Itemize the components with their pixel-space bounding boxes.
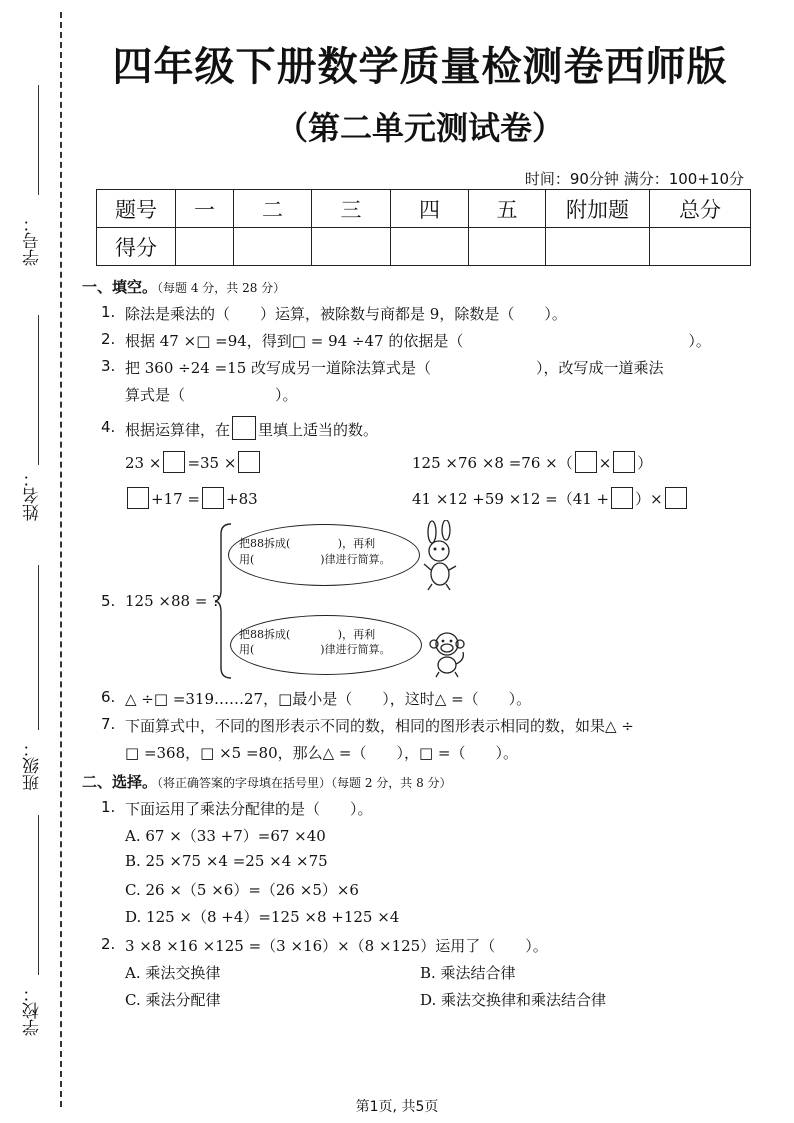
- score-header-cell: 题号: [97, 190, 176, 228]
- score-cell[interactable]: [234, 228, 312, 266]
- score-table-score-row: [97, 228, 751, 266]
- choice-option[interactable]: C. 乘法分配律: [125, 991, 221, 1009]
- answer-box[interactable]: [163, 451, 185, 473]
- equation-part: +83: [226, 490, 258, 508]
- score-header-cell: 一: [176, 190, 234, 228]
- question-number: 3.: [101, 357, 116, 375]
- question-text: [125, 416, 378, 440]
- equation: [125, 487, 258, 509]
- answer-box[interactable]: [613, 451, 635, 473]
- score-header-cell: 二: [234, 190, 312, 228]
- choice-option[interactable]: D. 乘法交换律和乘法结合律: [420, 991, 607, 1009]
- answer-box: [232, 416, 256, 440]
- time-info: 时间：90分钟 满分：100+10分: [524, 170, 744, 188]
- question-number: 7.: [101, 715, 116, 733]
- score-header-cell: 五: [469, 190, 546, 228]
- answer-box[interactable]: [575, 451, 597, 473]
- score-cell[interactable]: [312, 228, 391, 266]
- page-subtitle: （第二单元测试卷）: [275, 109, 564, 147]
- equation-part: 23 ×: [125, 454, 162, 472]
- binding-dashed-line: [60, 12, 62, 1107]
- speech-bubble: [230, 615, 422, 675]
- equation-part: ）×: [635, 490, 663, 508]
- equation: [412, 487, 689, 509]
- answer-box[interactable]: [127, 487, 149, 509]
- question-text: 把 360 ÷24 =15 改写成另一道除法算式是（ ），改写成一道乘法: [125, 359, 664, 377]
- answer-box[interactable]: [202, 487, 224, 509]
- answer-box[interactable]: [611, 487, 633, 509]
- score-header-cell: 三: [312, 190, 391, 228]
- section-2-note: （将正确答案的字母填在括号里）（每题 2 分，共 8 分）: [157, 776, 452, 790]
- class-underline: [38, 565, 39, 730]
- answer-box[interactable]: [238, 451, 260, 473]
- equation-part: 41 ×12 +59 ×12 =（41 +: [412, 490, 610, 508]
- score-cell[interactable]: [176, 228, 234, 266]
- score-header-cell: 附加题: [546, 190, 650, 228]
- name-underline: [38, 315, 39, 465]
- question-text: 125 ×88 = ?: [125, 592, 221, 610]
- choice-option[interactable]: C. 26 ×（5 ×6）=（26 ×5）×6: [125, 881, 359, 899]
- class-label: 班级：: [23, 740, 43, 791]
- equation-part: ）: [637, 454, 653, 472]
- monkey-cartoon-icon: [427, 628, 467, 678]
- question-text: 下面运用了乘法分配律的是（ ）。: [125, 800, 373, 818]
- equation-part: +17 =: [151, 490, 200, 508]
- question-number: 2.: [101, 935, 116, 953]
- equation: [412, 451, 652, 473]
- bubble-line: 把88拆成( )，再利: [239, 537, 376, 550]
- school-label: 学校：: [23, 985, 43, 1036]
- question-number: 2.: [101, 330, 116, 348]
- choice-option[interactable]: A. 乘法交换律: [125, 964, 221, 982]
- question-text: 下面算式中，不同的图形表示不同的数，相同的图形表示相同的数，如果△ ÷: [125, 717, 634, 735]
- choice-option[interactable]: B. 25 ×75 ×4 =25 ×4 ×75: [125, 852, 328, 870]
- equation-part: ×: [598, 454, 612, 472]
- section-1-note: （每题 4 分，共 28 分）: [157, 281, 286, 295]
- equation: [125, 451, 262, 473]
- bubble-line: 用( )律进行简算。: [239, 643, 391, 656]
- equation-part: =35 ×: [187, 454, 237, 472]
- choice-option[interactable]: B. 乘法结合律: [420, 964, 516, 982]
- score-header-cell: 四: [391, 190, 469, 228]
- choice-option[interactable]: A. 67 ×（33 +7）=67 ×40: [125, 827, 326, 845]
- section-1-title: 一、填空。: [82, 278, 158, 296]
- question-text: △ ÷□ =319……27，□最小是（ ），这时△ =（ ）。: [125, 690, 532, 708]
- name-label: 姓名：: [23, 470, 43, 521]
- choice-option[interactable]: D. 125 ×（8 +4）=125 ×8 +125 ×4: [125, 908, 400, 926]
- bubble-line: 用( )律进行简算。: [239, 553, 391, 566]
- q4-text-b: 里填上适当的数。: [258, 421, 379, 439]
- number-label: 学号：: [23, 215, 43, 266]
- score-header-cell: 总分: [650, 190, 751, 228]
- score-cell[interactable]: [391, 228, 469, 266]
- section-2-title: 二、选择。: [82, 773, 158, 791]
- question-text: 3 ×8 ×16 ×125 =（3 ×16）×（8 ×125）运用了（ ）。: [125, 937, 548, 955]
- score-table: [96, 189, 751, 266]
- rabbit-cartoon-icon: [418, 520, 462, 592]
- score-cell[interactable]: [650, 228, 751, 266]
- section-1-heading: [82, 276, 285, 297]
- question-number: 1.: [101, 303, 116, 321]
- question-text: 除法是乘法的（ ）运算，被除数与商都是 9，除数是（ ）。: [125, 305, 567, 323]
- answer-box[interactable]: [665, 487, 687, 509]
- question-text: 算式是（ ）。: [125, 386, 298, 404]
- score-row-label: 得分: [97, 228, 176, 266]
- question-text: □ =368，□ ×5 =80，那么△ =（ ），□ =（ ）。: [125, 744, 518, 762]
- question-number: 5.: [101, 592, 116, 610]
- speech-bubble: [228, 524, 420, 586]
- equation-part: 125 ×76 ×8 =76 ×（: [412, 454, 573, 472]
- number-underline: [38, 85, 39, 195]
- score-table-header-row: [97, 190, 751, 228]
- score-cell[interactable]: [546, 228, 650, 266]
- question-text: 根据 47 ×□ =94，得到□ = 94 ÷47 的依据是（ ）。: [125, 332, 711, 350]
- question-number: 1.: [101, 798, 116, 816]
- question-number: 6.: [101, 688, 116, 706]
- page-footer: 第1页, 共5页: [355, 1099, 439, 1115]
- page-title: 四年级下册数学质量检测卷西师版: [112, 44, 728, 90]
- school-underline: [38, 815, 39, 975]
- bubble-line: 把88拆成( )，再利: [239, 628, 376, 641]
- section-2-heading: [82, 771, 452, 792]
- score-cell[interactable]: [469, 228, 546, 266]
- q4-text-a: 根据运算律，在: [125, 421, 231, 439]
- question-number: 4.: [101, 418, 116, 436]
